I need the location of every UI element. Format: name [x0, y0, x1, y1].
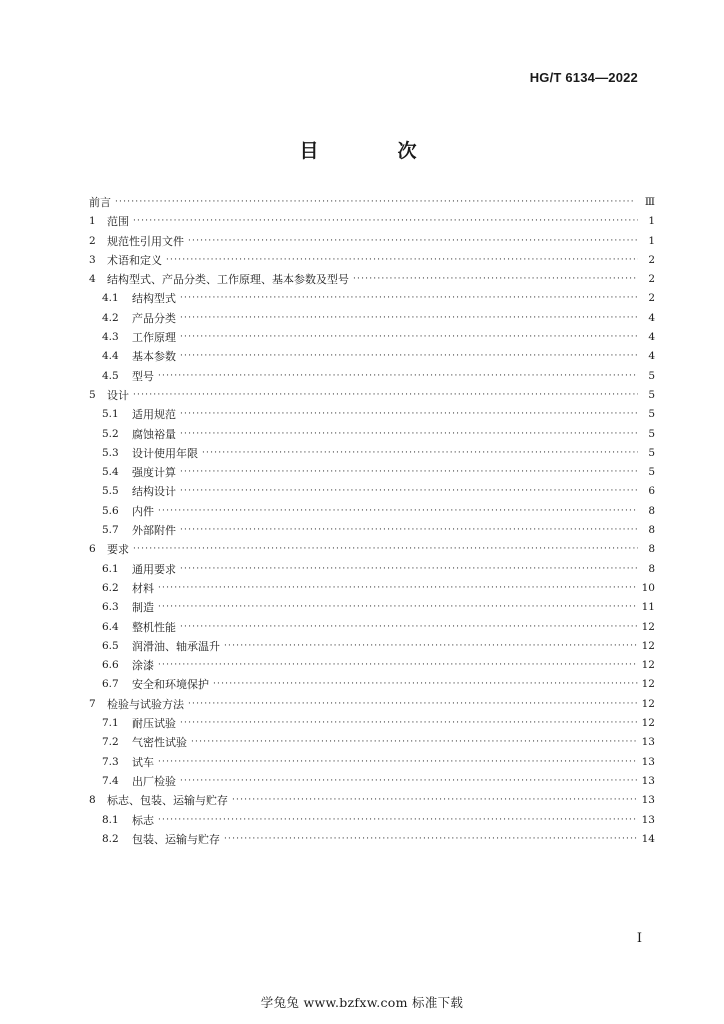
toc-entry-page: 1 [648, 215, 655, 228]
toc-entry[interactable] [89, 811, 655, 830]
toc-entry-label: 标志、包装、运输与贮存 [107, 794, 228, 808]
toc-entry[interactable] [89, 830, 655, 849]
toc-entry-label: 通用要求 [132, 562, 176, 576]
toc-entry-number: 5.5 [102, 485, 119, 498]
toc-entry-label: 术语和定义 [107, 253, 162, 267]
toc-entry[interactable] [89, 270, 655, 289]
toc-entry-page: Ⅲ [644, 196, 655, 208]
footer-watermark-text: 学兔兔 www.bzfxw.com 标准下载 [260, 995, 464, 1010]
toc-entry[interactable] [89, 560, 655, 579]
toc-entry[interactable] [89, 405, 655, 424]
toc-entry-page: 12 [641, 717, 655, 730]
toc-entry[interactable] [89, 733, 655, 752]
toc-entry-page: 4 [648, 311, 655, 324]
toc-entry[interactable] [89, 386, 655, 405]
toc-entry-label: 结构型式、产品分类、工作原理、基本参数及型号 [107, 273, 349, 287]
toc-entry-label: 材料 [132, 581, 154, 595]
dot-leader [180, 618, 638, 637]
toc-entry-page: 4 [648, 350, 655, 363]
toc-entry-label: 润滑油、轴承温升 [132, 639, 220, 653]
toc-entry-page: 6 [648, 485, 655, 498]
toc-entry-label: 涂漆 [132, 659, 154, 673]
toc-entry-number: 5.7 [102, 524, 119, 537]
toc-entry-label: 适用规范 [132, 408, 176, 422]
toc-entry-page: 4 [648, 331, 655, 344]
toc-entry-page: 14 [641, 832, 655, 845]
toc-entry-label: 出厂检验 [132, 774, 176, 788]
dot-leader [180, 405, 638, 424]
toc-entry-page: 13 [641, 736, 655, 749]
toc-entry-page: 5 [648, 408, 655, 421]
page-number: Ⅰ [636, 931, 642, 946]
toc-entry-label: 包装、运输与贮存 [132, 832, 220, 846]
dot-leader [115, 193, 638, 212]
toc-entry-label: 气密性试验 [132, 736, 187, 750]
toc-entry-page: 13 [641, 794, 655, 807]
toc-entry-label: 设计使用年限 [132, 446, 198, 460]
standard-code: HG/T 6134—2022 [529, 70, 638, 85]
toc-entry-label: 制造 [132, 601, 154, 615]
toc-entry-page: 5 [648, 369, 655, 382]
toc-entry-number: 5.2 [102, 427, 119, 440]
toc-entry[interactable] [89, 753, 655, 772]
toc-entry-page: 10 [641, 581, 655, 594]
toc-entry[interactable] [89, 521, 655, 540]
dot-leader [158, 598, 638, 617]
toc-entry-number: 6.4 [102, 620, 119, 633]
toc-entry[interactable] [89, 714, 655, 733]
toc-entry[interactable] [89, 695, 655, 714]
toc-entry-number: 5.1 [102, 408, 119, 421]
toc-entry-page: 1 [648, 234, 655, 247]
toc-entry-label: 产品分类 [132, 311, 176, 325]
dot-leader [232, 791, 638, 810]
toc-entry-label: 内件 [132, 504, 154, 518]
toc-entry-number: 5 [89, 388, 96, 401]
toc-entry[interactable] [89, 425, 655, 444]
dot-leader [180, 482, 638, 501]
toc-entry-number: 5.3 [102, 446, 119, 459]
toc-entry-page: 13 [641, 813, 655, 826]
toc-entry-label: 范围 [107, 215, 129, 229]
toc-entry-page: 12 [641, 678, 655, 691]
toc-entry-number: 8.1 [102, 813, 119, 826]
toc-entry[interactable] [89, 618, 655, 637]
toc-entry[interactable] [89, 309, 655, 328]
toc-entry-page: 13 [641, 755, 655, 768]
toc-entry-number: 6.2 [102, 581, 119, 594]
toc-entry-label: 工作原理 [132, 331, 176, 345]
toc-entry-number: 8.2 [102, 832, 119, 845]
toc-entry[interactable] [89, 579, 655, 598]
toc-entry-label: 型号 [132, 369, 154, 383]
toc-entry-label: 试车 [132, 755, 154, 769]
toc-entry-number: 7.4 [102, 774, 119, 787]
dot-leader [158, 656, 638, 675]
toc-entry-number: 4.4 [102, 350, 119, 363]
toc-entry-page: 2 [648, 253, 655, 266]
toc-entry[interactable] [89, 502, 655, 521]
toc-entry-number: 4.3 [102, 331, 119, 344]
toc-entry-page: 5 [648, 446, 655, 459]
toc-entry-page: 12 [641, 639, 655, 652]
toc-entry-number: 6.5 [102, 639, 119, 652]
dot-leader [158, 502, 638, 521]
toc-entry[interactable] [89, 540, 655, 559]
toc-entry-number: 7.3 [102, 755, 119, 768]
toc-entry-number: 4 [89, 273, 96, 286]
toc-entry[interactable] [89, 289, 655, 308]
toc-entry-label: 结构型式 [132, 292, 176, 306]
toc-entry[interactable] [89, 598, 655, 617]
toc-entry-number: 4.5 [102, 369, 119, 382]
toc-entry-page: 12 [641, 659, 655, 672]
toc-entry-page: 8 [648, 543, 655, 556]
toc-entry[interactable] [89, 791, 655, 810]
dot-leader [353, 270, 638, 289]
dot-leader [166, 251, 638, 270]
dot-leader [133, 386, 638, 405]
toc-entry[interactable] [89, 328, 655, 347]
toc-entry[interactable] [89, 772, 655, 791]
toc-entry-label: 安全和环境保护 [132, 678, 209, 692]
dot-leader [158, 579, 638, 598]
toc-entry-label: 规范性引用文件 [107, 234, 184, 248]
table-of-contents [89, 193, 655, 849]
toc-entry-page: 5 [648, 388, 655, 401]
toc-entry-label: 整机性能 [132, 620, 176, 634]
toc-entry-number: 5.4 [102, 466, 119, 479]
toc-entry-page: 2 [648, 292, 655, 305]
dot-leader [180, 425, 638, 444]
dot-leader [180, 463, 638, 482]
toc-entry[interactable] [89, 482, 655, 501]
toc-entry-number: 6.7 [102, 678, 119, 691]
toc-entry-page: 5 [648, 466, 655, 479]
toc-entry-number: 7.1 [102, 717, 119, 730]
dot-leader [188, 695, 638, 714]
toc-entry-number: 8 [89, 794, 96, 807]
dot-leader [158, 811, 638, 830]
toc-entry-label: 前言 [89, 196, 111, 209]
dot-leader [180, 328, 638, 347]
toc-title: 目 次 [299, 140, 447, 162]
toc-entry[interactable] [89, 193, 655, 212]
toc-entry-page: 13 [641, 774, 655, 787]
toc-entry-label: 外部附件 [132, 524, 176, 538]
toc-entry[interactable] [89, 463, 655, 482]
toc-entry-page: 12 [641, 620, 655, 633]
toc-entry-page: 8 [648, 504, 655, 517]
toc-entry-page: 2 [648, 273, 655, 286]
toc-entry-number: 4.2 [102, 311, 119, 324]
toc-entry-number: 6.6 [102, 659, 119, 672]
toc-entry-page: 8 [648, 524, 655, 537]
toc-entry-page: 11 [641, 601, 655, 614]
toc-entry-number: 7 [89, 697, 96, 710]
toc-entry[interactable] [89, 232, 655, 251]
toc-entry-page: 12 [641, 697, 655, 710]
dot-leader [180, 560, 638, 579]
toc-entry[interactable] [89, 367, 655, 386]
toc-entry-number: 1 [89, 215, 96, 228]
dot-leader [133, 212, 638, 231]
dot-leader [224, 637, 638, 656]
toc-entry-number: 6.3 [102, 601, 119, 614]
toc-entry[interactable] [89, 656, 655, 675]
toc-entry[interactable] [89, 637, 655, 656]
toc-entry-page: 8 [648, 562, 655, 575]
toc-entry[interactable] [89, 675, 655, 694]
toc-entry[interactable] [89, 212, 655, 231]
dot-leader [191, 733, 638, 752]
toc-entry-label: 强度计算 [132, 466, 176, 480]
toc-entry-number: 3 [89, 253, 96, 266]
toc-entry-label: 基本参数 [132, 350, 176, 364]
dot-leader [158, 367, 638, 386]
dot-leader [180, 289, 638, 308]
dot-leader [158, 753, 638, 772]
toc-entry-label: 要求 [107, 543, 129, 557]
toc-entry-number: 5.6 [102, 504, 119, 517]
dot-leader [213, 675, 638, 694]
toc-entry[interactable] [89, 444, 655, 463]
toc-entry-label: 结构设计 [132, 485, 176, 499]
dot-leader [180, 521, 638, 540]
dot-leader [224, 830, 638, 849]
dot-leader [202, 444, 638, 463]
dot-leader [188, 232, 638, 251]
toc-entry-label: 标志 [132, 813, 154, 827]
dot-leader [133, 540, 638, 559]
toc-entry-number: 4.1 [102, 292, 119, 305]
dot-leader [180, 772, 638, 791]
toc-entry-number: 2 [89, 234, 96, 247]
toc-entry-page: 5 [648, 427, 655, 440]
toc-entry-label: 腐蚀裕量 [132, 427, 176, 441]
toc-entry-label: 检验与试验方法 [107, 697, 184, 711]
toc-entry[interactable] [89, 347, 655, 366]
dot-leader [180, 347, 638, 366]
dot-leader [180, 714, 638, 733]
toc-entry-number: 6 [89, 543, 96, 556]
toc-entry-label: 耐压试验 [132, 717, 176, 731]
dot-leader [180, 309, 638, 328]
toc-entry-label: 设计 [107, 388, 129, 402]
toc-entry[interactable] [89, 251, 655, 270]
toc-entry-number: 7.2 [102, 736, 119, 749]
toc-entry-number: 6.1 [102, 562, 119, 575]
